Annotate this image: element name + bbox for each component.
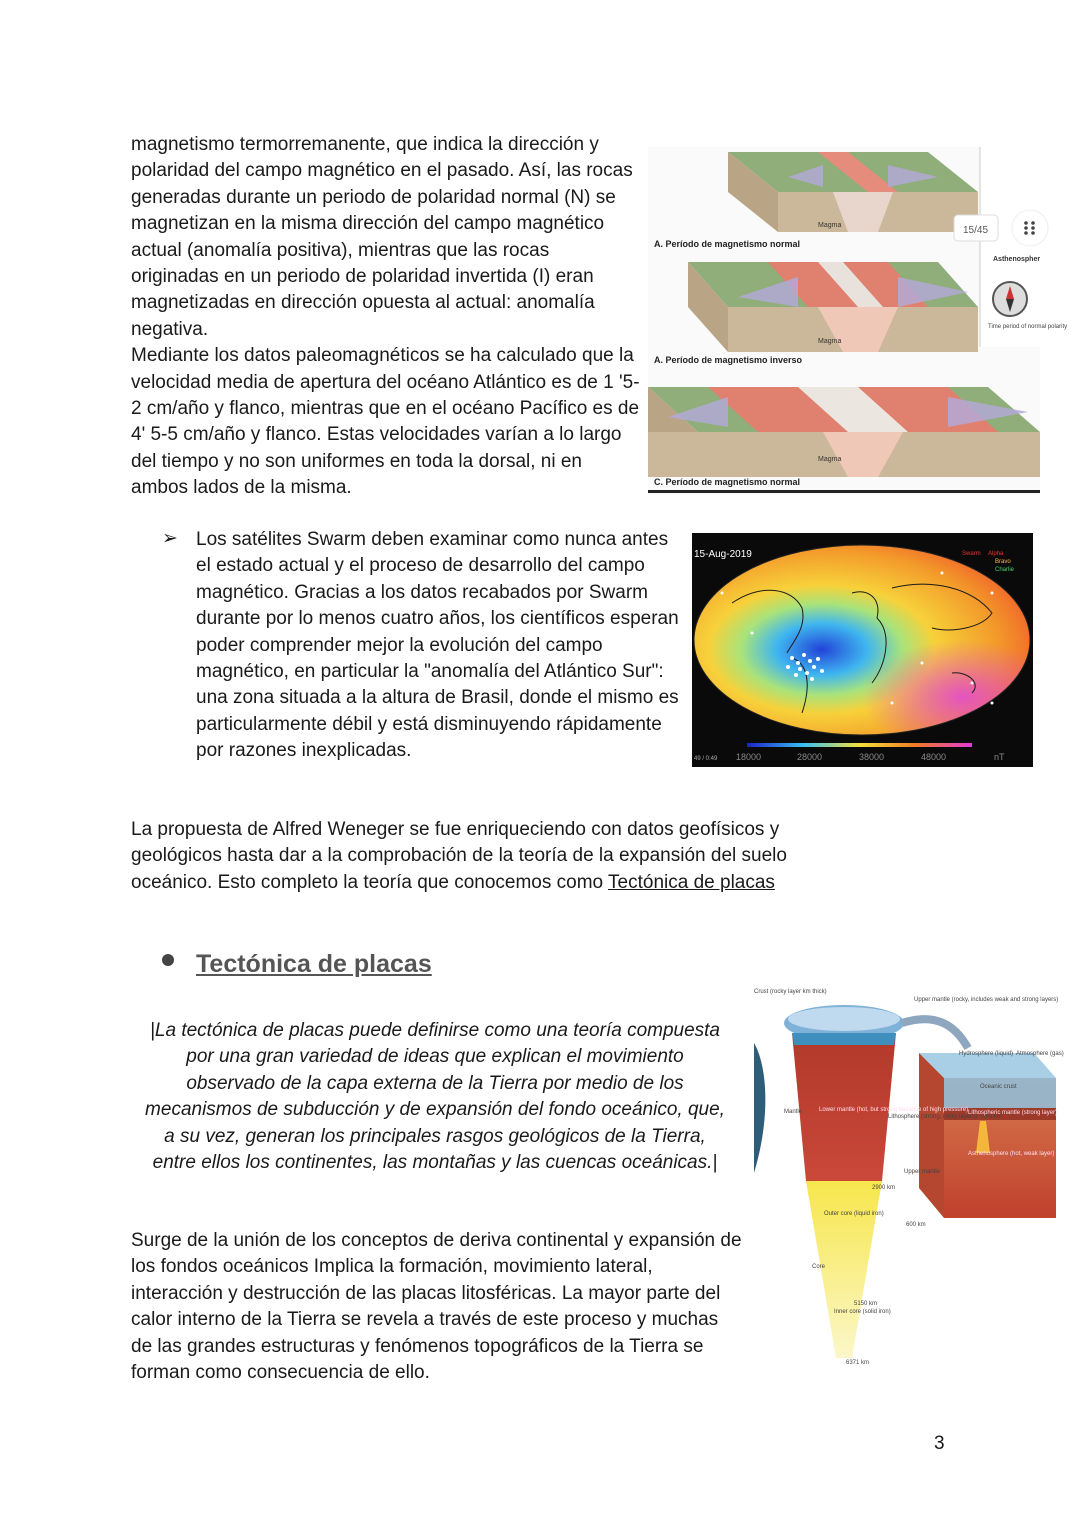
map-time: 49 / 0:49 bbox=[694, 756, 718, 762]
label-atmosphere: Atmosphere (gas) bbox=[1016, 1051, 1064, 1057]
color-scale-bar bbox=[747, 743, 972, 747]
legend-charlie: Charlie bbox=[995, 567, 1015, 573]
map-date: 15-Aug-2019 bbox=[694, 549, 752, 560]
label-600km: 600 km bbox=[906, 1222, 926, 1228]
figure-label-a: A. Período de magnetismo normal bbox=[654, 239, 801, 249]
label-lithospheric-mantle: Lithospheric mantle (strong layer) bbox=[968, 1110, 1058, 1116]
swarm-magnetic-map bbox=[692, 533, 1033, 767]
label-hydrosphere: Hydrosphere (liquid) bbox=[959, 1051, 1014, 1057]
paleo-paragraph: Mediante los datos paleomagnéticos se ha calculado que la velocidad media de apertura del océano Atlántico es de 1 '5-2 cm/año y flanco, mientras que en el océano Pacífico es de 4' 5-5 cm/año y flanco. Estas velocidades varían a lo largo del tiempo y no son uniformes en toda la dorsal, ni en ambos lados de la misma. bbox=[131, 345, 640, 499]
intro-text-block bbox=[131, 132, 641, 502]
label-oceanic-crust: Oceanic crust bbox=[980, 1084, 1017, 1090]
scale-tick-38000: 38000 bbox=[859, 752, 885, 762]
block-c bbox=[648, 387, 1040, 477]
figure-label-c: C. Período de magnetismo normal bbox=[654, 477, 801, 487]
label-core: Core bbox=[812, 1264, 826, 1270]
scale-tick-18000: 18000 bbox=[736, 752, 762, 762]
section-heading[interactable]: Tectónica de placas bbox=[196, 950, 432, 978]
label-inner-core: Inner core (solid iron) bbox=[834, 1309, 891, 1315]
figure-label-b: A. Período de magnetismo inverso bbox=[654, 355, 803, 365]
magma-label-c: Magma bbox=[818, 456, 842, 463]
time-period-label: Time period of normal polarity bbox=[988, 324, 1068, 330]
page-number: 3 bbox=[934, 1433, 945, 1454]
weneger-text: La propuesta de Alfred Weneger se fue enriqueciendo con datos geofísicos y geológicos hasta dar a la comprobación de la teoría de la expansión del suelo oceánico. Esto completo la teoría que conocemos como bbox=[131, 819, 787, 893]
earth-structure-figure bbox=[754, 983, 1064, 1368]
label-lower-mantle: Lower mantle (hot, but strong because of high pressure) bbox=[819, 1107, 969, 1113]
label-6371km: 6371 km bbox=[846, 1360, 870, 1366]
heading-bullet bbox=[162, 954, 174, 966]
page-counter: 15/45 bbox=[963, 225, 989, 236]
legend-bravo: Bravo bbox=[995, 559, 1011, 565]
weneger-paragraph bbox=[131, 817, 831, 896]
seafloor-spreading-figure bbox=[648, 147, 1068, 495]
label-crust: Crust (rocky layer km thick) bbox=[754, 989, 827, 995]
surge-paragraph: Surge de la unión de los conceptos de deriva continental y expansión de los fondos oceánicos Implica la formación, movimiento lateral, interacción y destrucción de las placas litosféricas. La mayor parte del calor interno de la Tierra se revela a través de este proceso y muchas de las grandes estructuras y fenómenos topográficos de la Tierra se forman como consecuencia de ello. bbox=[131, 1230, 742, 1384]
label-lithosphere: Lithosphere (strong, rocky layers) ~100 km bbox=[888, 1114, 1002, 1120]
label-asthenosphere: Asthenosphere (hot, weak layer) bbox=[968, 1151, 1055, 1157]
label-2900km: 2900 km bbox=[872, 1185, 896, 1191]
legend-swarm: Swarm bbox=[962, 551, 981, 557]
label-5150km: 5150 km bbox=[854, 1301, 878, 1307]
magma-label-a: Magma bbox=[818, 222, 842, 229]
scale-tick-48000: 48000 bbox=[921, 752, 947, 762]
label-mantle: Mantle bbox=[784, 1109, 803, 1115]
menu-dots-icon[interactable] bbox=[1012, 210, 1048, 246]
block-a bbox=[728, 152, 978, 232]
label-upper-mantle: Upper mantle bbox=[904, 1169, 941, 1175]
tectonica-link[interactable]: Tectónica de placas bbox=[608, 871, 775, 893]
label-outer-core: Outer core (liquid iron) bbox=[824, 1211, 884, 1217]
magma-label-b: Magma bbox=[818, 338, 842, 345]
legend-alpha: Alpha bbox=[988, 551, 1004, 557]
scale-unit: nT bbox=[994, 752, 1005, 762]
scale-tick-28000: 28000 bbox=[797, 752, 823, 762]
bullet-arrow: ➢ bbox=[162, 528, 178, 549]
swarm-paragraph: Los satélites Swarm deben examinar como nunca antes el estado actual y el proceso de desarrollo del campo magnético. Gracias a los datos recabados por Swarm durante por lo menos cuatro años, los científicos esperan poder comprender mejor la evolución del campo magnético, en particular la "anomalía del Atlántico Sur": una zona situada a la altura de Brasil, donde el mismo es particularmente débil y está disminuyendo rápidamente por razones inexplicadas. bbox=[196, 529, 679, 762]
asthenosphere-label: Asthenospher bbox=[993, 256, 1041, 263]
label-upper-mantle-top: Upper mantle (rocky, includes weak and strong layers) bbox=[914, 997, 1059, 1003]
definition-quote: |La tectónica de placas puede definirse como una teoría compuesta por una gran variedad de ideas que explican el movimiento observado de la capa externa de la Tierra por medio de los mecanismos de subducción y de expansión del fondo oceánico, que, a su vez, generan los principales rasgos geológicos de la Tierra, entre ellos los continentes, las montañas y las cuencas oceánicas.| bbox=[145, 1020, 725, 1174]
intro-paragraph: magnetismo termorremanente, que indica la dirección y polaridad del campo magnético en el pasado. Así, las rocas generadas durante un periodo de polaridad normal (N) se magnetizan en la misma dirección del campo magnético actual (anomalía positiva), mientras que las rocas originadas en un periodo de polaridad invertida (I) eran magnetizadas en dirección opuesta al actual: anomalía negativa. bbox=[131, 134, 633, 340]
